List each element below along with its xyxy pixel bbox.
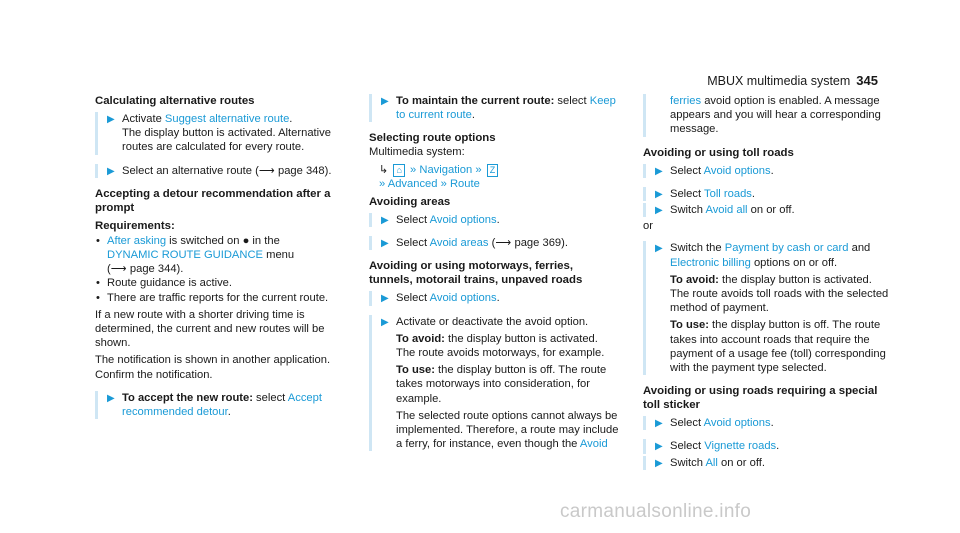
step-arrow-icon: ▶ (381, 293, 389, 305)
paragraph: If a new route with a shorter driving time is determined, the current and new routes will be shown. (95, 308, 325, 350)
step-arrow-icon: ▶ (381, 238, 389, 250)
page-ref[interactable]: page 348). (277, 164, 332, 177)
or-label: or (643, 220, 653, 233)
heading-toll-sticker: Avoiding or using roads requiring a special toll sticker (643, 385, 878, 412)
path-route[interactable]: Route (449, 177, 480, 190)
heading-toll-roads: Avoiding or using toll roads (643, 146, 794, 159)
step-arrow-icon: ▶ (381, 96, 389, 107)
double-chevron-icon: » (440, 177, 447, 190)
link-suggest-alt-route[interactable]: Suggest alternative route (164, 113, 290, 125)
page-ref-arrow-icon: ⟶ (495, 237, 512, 250)
list-item: • Route guidance is active. (95, 276, 345, 290)
link-keep-route[interactable]: Keep to current route (396, 95, 616, 122)
step-arrow-icon: ▶ (655, 457, 663, 469)
step: ▶ Select Avoid areas (⟶ page 369). (369, 236, 619, 250)
home-icon[interactable]: ⌂ (393, 164, 404, 177)
step: ▶ Activate Suggest alternative route. The display button is activated. Alternative routes are calculated for every route. (95, 112, 345, 155)
heading-route-options: Selecting route options (369, 132, 496, 145)
watermark: carmanualsonline.info (560, 501, 752, 522)
heading-motorways: Avoiding or using motorways, ferries, tunnels, motorail trains, unpaved roads (369, 260, 583, 287)
step: ▶ To accept the new route: select Accept recommended detour. (95, 391, 345, 419)
step: ▶ Select Vignette roads. (643, 439, 893, 453)
step-arrow-icon: ▶ (655, 165, 663, 177)
manual-title: MBUX multimedia system (707, 74, 851, 88)
step: ▶ Select an alternative route (⟶ page 348). (95, 164, 345, 178)
double-chevron-icon: » (379, 177, 386, 190)
step: ▶ Switch Avoid all on or off. (643, 203, 893, 217)
step: ▶ Select Toll roads. (643, 187, 893, 201)
step: ▶ Activate or deactivate the avoid option. To avoid: the display button is activated. The route avoids motorways, for example. To use: the display button is off. The route takes motorways into consideration, for example. The selected route options cannot always be implemented. Therefore, a route may include a ferry, for instance, even though the Avoid (369, 315, 619, 452)
step: ▶ To maintain the current route: select Keep to current route. (369, 94, 619, 122)
step: ▶ Select Avoid options. (369, 213, 619, 227)
page-number: 345 (856, 73, 878, 88)
step: ▶ Switch All on or off. (643, 456, 893, 470)
system-label: Multimedia system: (369, 146, 465, 159)
heading-calculating: Calculating alternative routes (95, 95, 255, 107)
step-arrow-icon: ▶ (107, 392, 115, 404)
dot-icon: ● (242, 234, 250, 247)
column-3 (643, 94, 893, 479)
step: ▶ Select Avoid options. (369, 291, 619, 305)
step-arrow-icon: ▶ (655, 418, 663, 430)
column-2 (369, 94, 619, 460)
page-ref-arrow-icon: ⟶ (110, 263, 127, 276)
step: ▶ Select Avoid options. (643, 164, 893, 178)
column-1 (95, 94, 345, 428)
path-advanced[interactable]: Advanced (387, 177, 438, 190)
step-arrow-icon: ▶ (107, 165, 115, 177)
requirements-list (95, 234, 345, 305)
double-chevron-icon: » (475, 163, 482, 176)
step-continued: ferries avoid option is enabled. A message appears and you will hear a corresponding message. (643, 94, 893, 137)
step-arrow-icon: ▶ (107, 114, 115, 125)
step: ▶ Select Avoid options. (643, 416, 893, 430)
step-arrow-icon: ▶ (381, 215, 389, 227)
heading-avoiding-areas: Avoiding areas (369, 196, 451, 209)
page-header (707, 74, 878, 88)
step-arrow-icon: ▶ (381, 316, 389, 328)
step-arrow-icon: ▶ (655, 441, 663, 453)
requirements-label: Requirements: (95, 219, 175, 232)
step-arrow-icon: ▶ (655, 205, 663, 217)
double-chevron-icon: » (410, 163, 417, 176)
step-arrow-icon: ▶ (655, 188, 663, 200)
list-item: • After asking is switched on ● in the DYNAMIC ROUTE GUIDANCE menu (⟶ page 344). (95, 234, 345, 277)
paragraph: The notification is shown in another application. Confirm the notification. (95, 354, 331, 381)
list-item: • There are traffic reports for the current route. (95, 291, 345, 305)
page-ref-arrow-icon: ⟶ (258, 164, 275, 177)
menu-path (369, 163, 619, 191)
path-navigation[interactable]: Navigation (419, 163, 473, 176)
step-arrow-icon: ▶ (655, 243, 663, 255)
link-accept-detour[interactable]: Accept recommended detour (122, 391, 322, 419)
heading-accepting: Accepting a detour recommendation after a prompt (95, 187, 331, 214)
step: ▶ Switch the Payment by cash or card and Electronic billing options on or off. To avoid: the display button is activated. The route avoids toll roads with the selected method of payment. To use: the display button is off. The route takes into account roads that require the payment of a usage fee (toll) corresponding with the payment type selected. (643, 241, 893, 375)
path-arrow-icon: ↳ (379, 163, 389, 176)
settings-z-icon[interactable]: Z (487, 164, 499, 177)
